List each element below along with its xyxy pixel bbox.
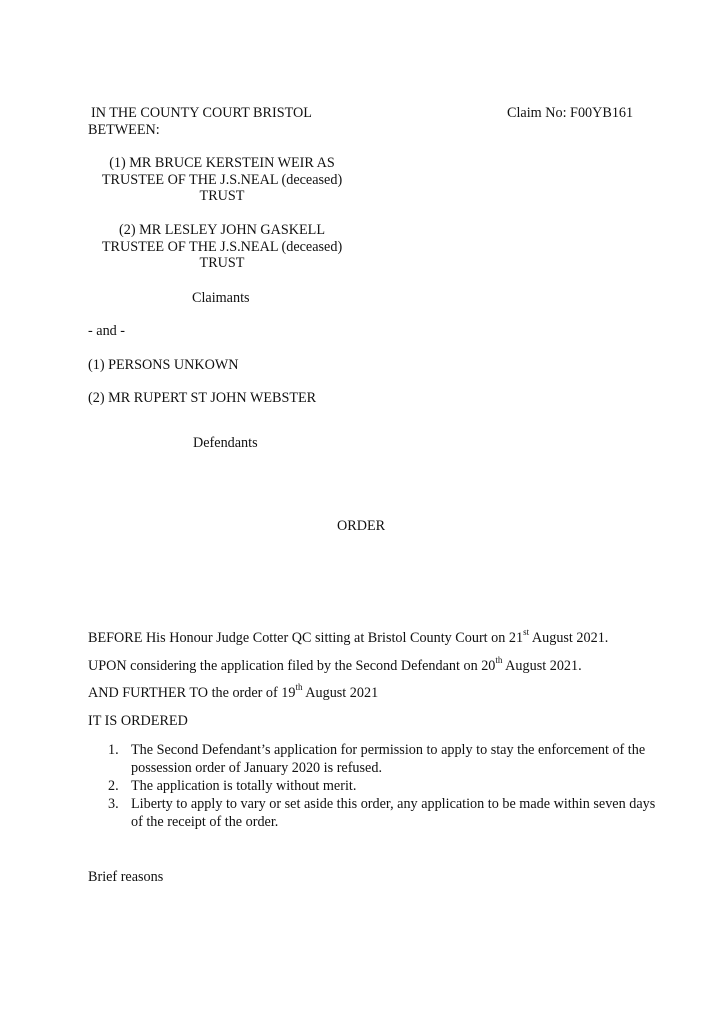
defendant-2: (2) MR RUPERT ST JOHN WEBSTER [88, 390, 317, 406]
order-item-text: The Second Defendant’s application for permission to apply to stay the enforcement of the possession order of January 2020 is refused. [131, 742, 646, 776]
order-list [108, 741, 668, 831]
recital-before-end: August 2021. [529, 630, 609, 646]
order-item [108, 777, 668, 795]
recital-further-end: August 2021 [302, 685, 379, 701]
recital-upon-sup: th [495, 655, 503, 666]
recital-further-text: AND FURTHER TO the order of 19 [88, 685, 296, 701]
claim-number: Claim No: F00YB161 [507, 105, 634, 121]
order-title: ORDER [337, 518, 386, 534]
claimant-2 [88, 222, 356, 272]
claimant-1 [88, 155, 356, 205]
order-item-text: The application is totally without merit. [131, 778, 357, 794]
defendant-1: (1) PERSONS UNKOWN [88, 357, 239, 373]
order-item-number: 2. [108, 778, 119, 794]
order-item [108, 795, 668, 831]
order-item-text: Liberty to apply to vary or set aside this order, any application to be made within seven days of the receipt of the order. [131, 796, 656, 830]
it-is-ordered: IT IS ORDERED [88, 713, 188, 729]
between-label: BETWEEN: [88, 122, 160, 138]
claimant-2-line-1: (2) MR LESLEY JOHN GASKELL [119, 222, 325, 238]
recital-before-sup: st [523, 627, 530, 638]
and-separator: - and - [88, 323, 126, 339]
order-item [108, 741, 668, 777]
brief-reasons-heading: Brief reasons [88, 869, 164, 885]
claimant-1-line-2: TRUSTEE OF THE J.S.NEAL (deceased) [101, 171, 343, 188]
recital-upon [88, 655, 582, 675]
order-item-number: 1. [108, 742, 119, 758]
recital-before-text: BEFORE His Honour Judge Cotter QC sitting at Bristol County Court on 21 [88, 630, 524, 646]
claimant-2-line-2: TRUSTEE OF THE J.S.NEAL (deceased) [101, 238, 343, 255]
claimant-1-line-1: (1) MR BRUCE KERSTEIN WEIR AS [109, 155, 335, 171]
recital-further-sup: th [295, 682, 303, 693]
claimant-1-line-3: TRUST [199, 188, 245, 205]
recital-further [88, 682, 379, 702]
order-item-number: 3. [108, 796, 119, 812]
claimants-label: Claimants [192, 290, 250, 306]
court-name: IN THE COUNTY COURT BRISTOL [91, 105, 312, 121]
recital-before [88, 627, 609, 647]
recital-upon-text: UPON considering the application filed by the Second Defendant on 20 [88, 658, 496, 674]
recital-upon-end: August 2021. [502, 658, 582, 674]
claimant-2-line-3: TRUST [199, 255, 245, 272]
defendants-label: Defendants [193, 435, 258, 451]
